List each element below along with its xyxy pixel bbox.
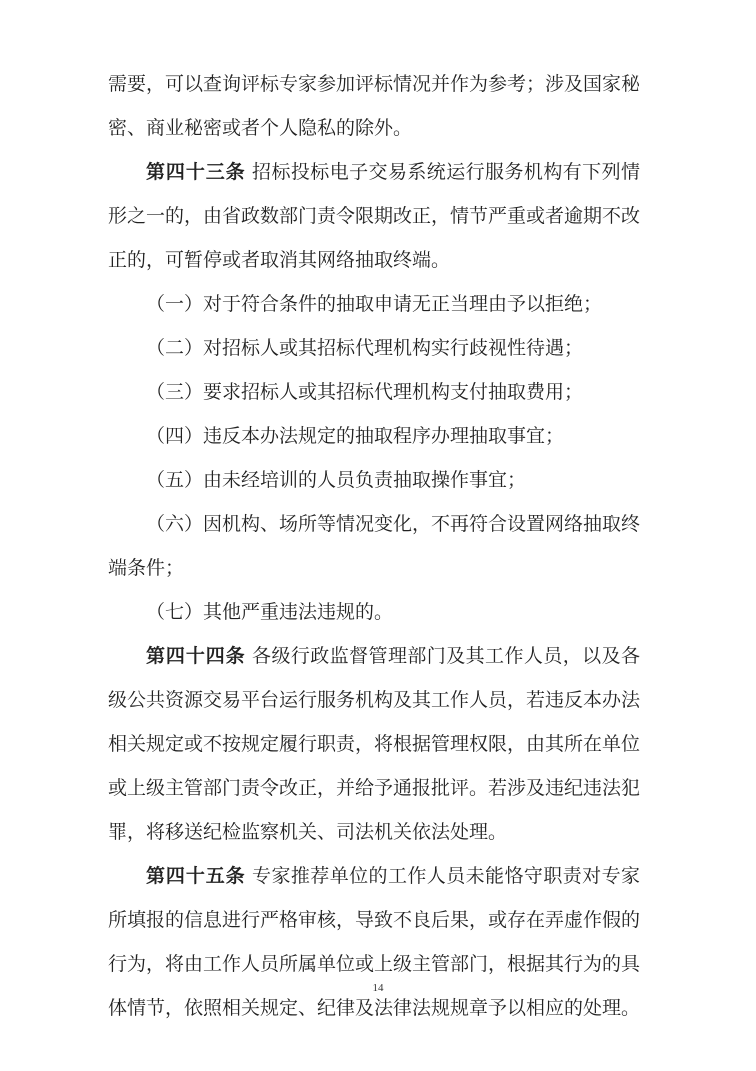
paragraph-1 — [108, 62, 640, 150]
paragraph-text: 各级行政监督管理部门及其工作人员，以及各级公共资源交易平台运行服务机构及其工作人员，若违反本办法相关规定或不按规定履行职责，将根据管理权限，由其所在单位或上级主管部门责令改正，并给予通报批评。若涉及违纪违法犯罪，将移送纪检监察机关、司法机关依法处理。 — [108, 645, 641, 843]
list-item-1 — [108, 282, 640, 326]
list-item-2 — [108, 326, 640, 370]
list-item-6 — [108, 502, 640, 590]
list-item-text: （六）因机构、场所等情况变化，不再符合设置网络抽取终端条件； — [108, 513, 641, 579]
list-item-text: （一）对于符合条件的抽取申请无正当理由予以拒绝； — [146, 293, 603, 315]
article-44-paragraph — [108, 634, 640, 854]
article-heading: 第四十五条 — [146, 865, 246, 887]
list-item-5 — [108, 458, 640, 502]
document-body — [108, 62, 640, 1030]
article-45-paragraph — [108, 854, 640, 1030]
list-item-text: （五）由未经培训的人员负责抽取操作事宜； — [146, 469, 527, 491]
page-number: 14 — [372, 982, 384, 994]
list-item-3 — [108, 370, 640, 414]
list-item-text: （七）其他严重违法违规的。 — [146, 601, 394, 623]
list-item-4 — [108, 414, 640, 458]
list-item-7 — [108, 590, 640, 634]
paragraph-text: 需要，可以查询评标专家参加评标情况并作为参考；涉及国家秘密、商业秘密或者个人隐私的除外。 — [108, 73, 641, 139]
list-item-text: （三）要求招标人或其招标代理机构支付抽取费用； — [146, 381, 584, 403]
article-heading: 第四十三条 — [146, 161, 246, 183]
article-43-paragraph — [108, 150, 640, 282]
article-heading: 第四十四条 — [146, 645, 246, 667]
paragraph-text: 招标投标电子交易系统运行服务机构有下列情形之一的，由省政数部门责令限期改正，情节严重或者逾期不改正的，可暂停或者取消其网络抽取终端。 — [108, 161, 641, 271]
list-item-text: （二）对招标人或其招标代理机构实行歧视性待遇； — [146, 337, 584, 359]
paragraph-text: 专家推荐单位的工作人员未能恪守职责对专家所填报的信息进行严格审核，导致不良后果，或存在弄虚作假的行为，将由工作人员所属单位或上级主管部门，根据其行为的具体情节，依照相关规定、纪律及法律法规规章予以相应的处理。 — [108, 865, 641, 1019]
list-item-text: （四）违反本办法规定的抽取程序办理抽取事宜； — [146, 425, 565, 447]
